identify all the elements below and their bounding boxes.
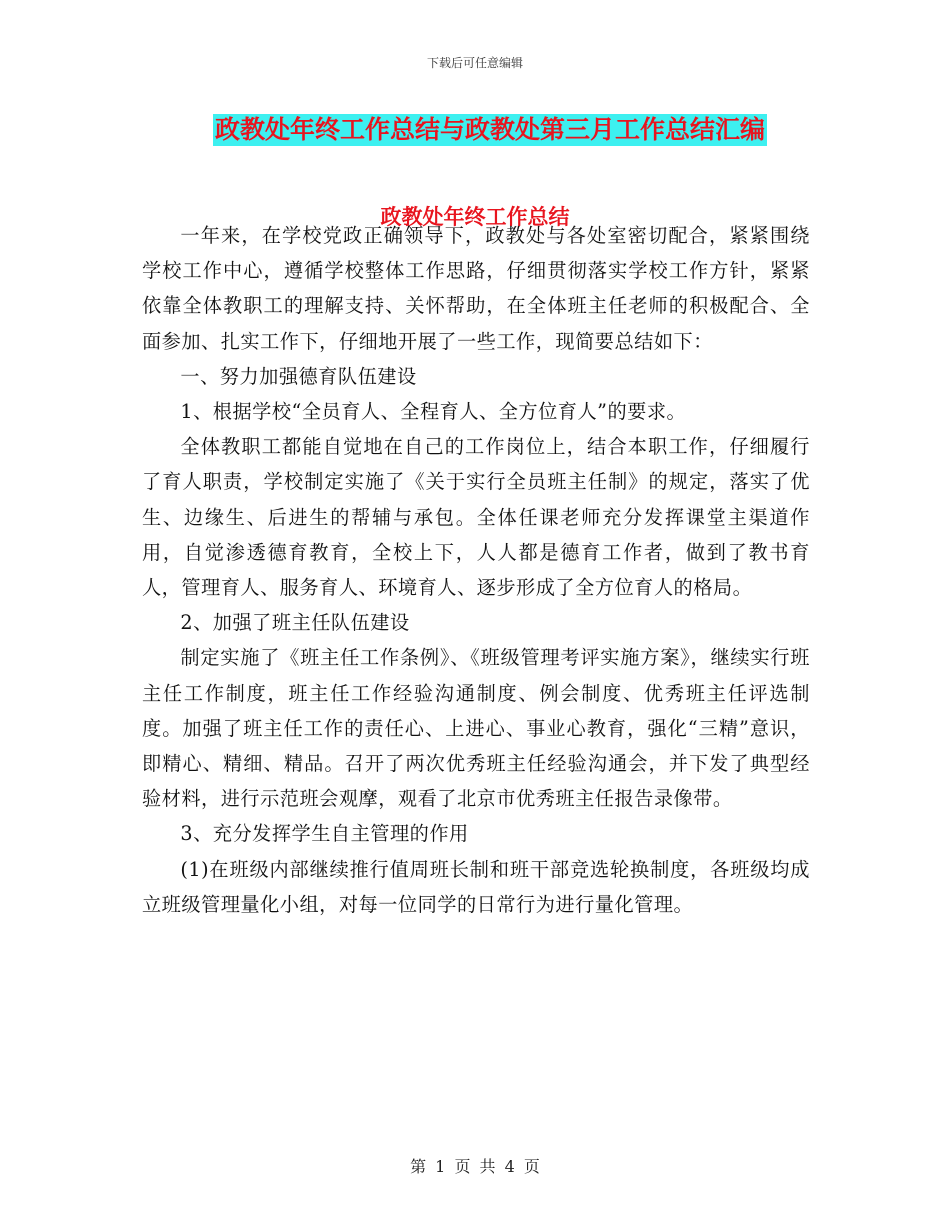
- section-title: 政教处年终工作总结: [380, 205, 570, 229]
- document-title-container: [0, 114, 950, 146]
- paragraph-self-management: (1)在班级内部继续推行值周班长制和班干部竞选轮换制度，各班级均成立班级管理量化小组，对每一位同学的日常行为进行量化管理。: [142, 857, 810, 916]
- document-body: [142, 218, 810, 922]
- heading-item-3: 3、充分发挥学生自主管理的作用: [180, 822, 469, 846]
- document-title: 政教处年终工作总结与政教处第三月工作总结汇编: [214, 115, 765, 144]
- paragraph-all-staff: 全体教职工都能自觉地在自己的工作岗位上，结合本职工作，仔细履行了育人职责，学校制定实施了《关于实行全员班主任制》的规定，落实了优生、边缘生、后进生的帮辅与承包。全体任课老师充分发挥课堂主渠道作用，自觉渗透德育教育，全校上下，人人都是德育工作者，做到了教书育人，管理育人、服务育人、环境育人、逐步形成了全方位育人的格局。: [142, 435, 810, 600]
- heading-level1-team-building: 一、努力加强德育队伍建设: [180, 364, 417, 388]
- heading-item-1: 1、根据学校“全员育人、全程育人、全方位育人”的要求。: [180, 400, 687, 424]
- page-number: 第 1 页 共 4 页: [410, 1157, 540, 1176]
- page-header-note: 下载后可任意编辑: [426, 56, 523, 70]
- paragraph-intro: 一年来，在学校党政正确领导下，政教处与各处室密切配合，紧紧围绕学校工作中心，遵循学校整体工作思路，仔细贯彻落实学校工作方针，紧紧依靠全体教职工的理解支持、关怀帮助，在全体班主任老师的积极配合、全面参加、扎实工作下，仔细地开展了一些工作，现简要总结如下：: [142, 224, 810, 353]
- heading-item-2: 2、加强了班主任队伍建设: [180, 611, 410, 635]
- paragraph-head-teacher: 制定实施了《班主任工作条例》、《班级管理考评实施方案》，继续实行班主任工作制度，班主任工作经验沟通制度、例会制度、优秀班主任评选制度。加强了班主任工作的责任心、上进心、事业心教育，强化“三精”意识，即精心、精细、精品。召开了两次优秀班主任经验沟通会，并下发了典型经验材料，进行示范班会观摩，观看了北京市优秀班主任报告录像带。: [142, 646, 810, 811]
